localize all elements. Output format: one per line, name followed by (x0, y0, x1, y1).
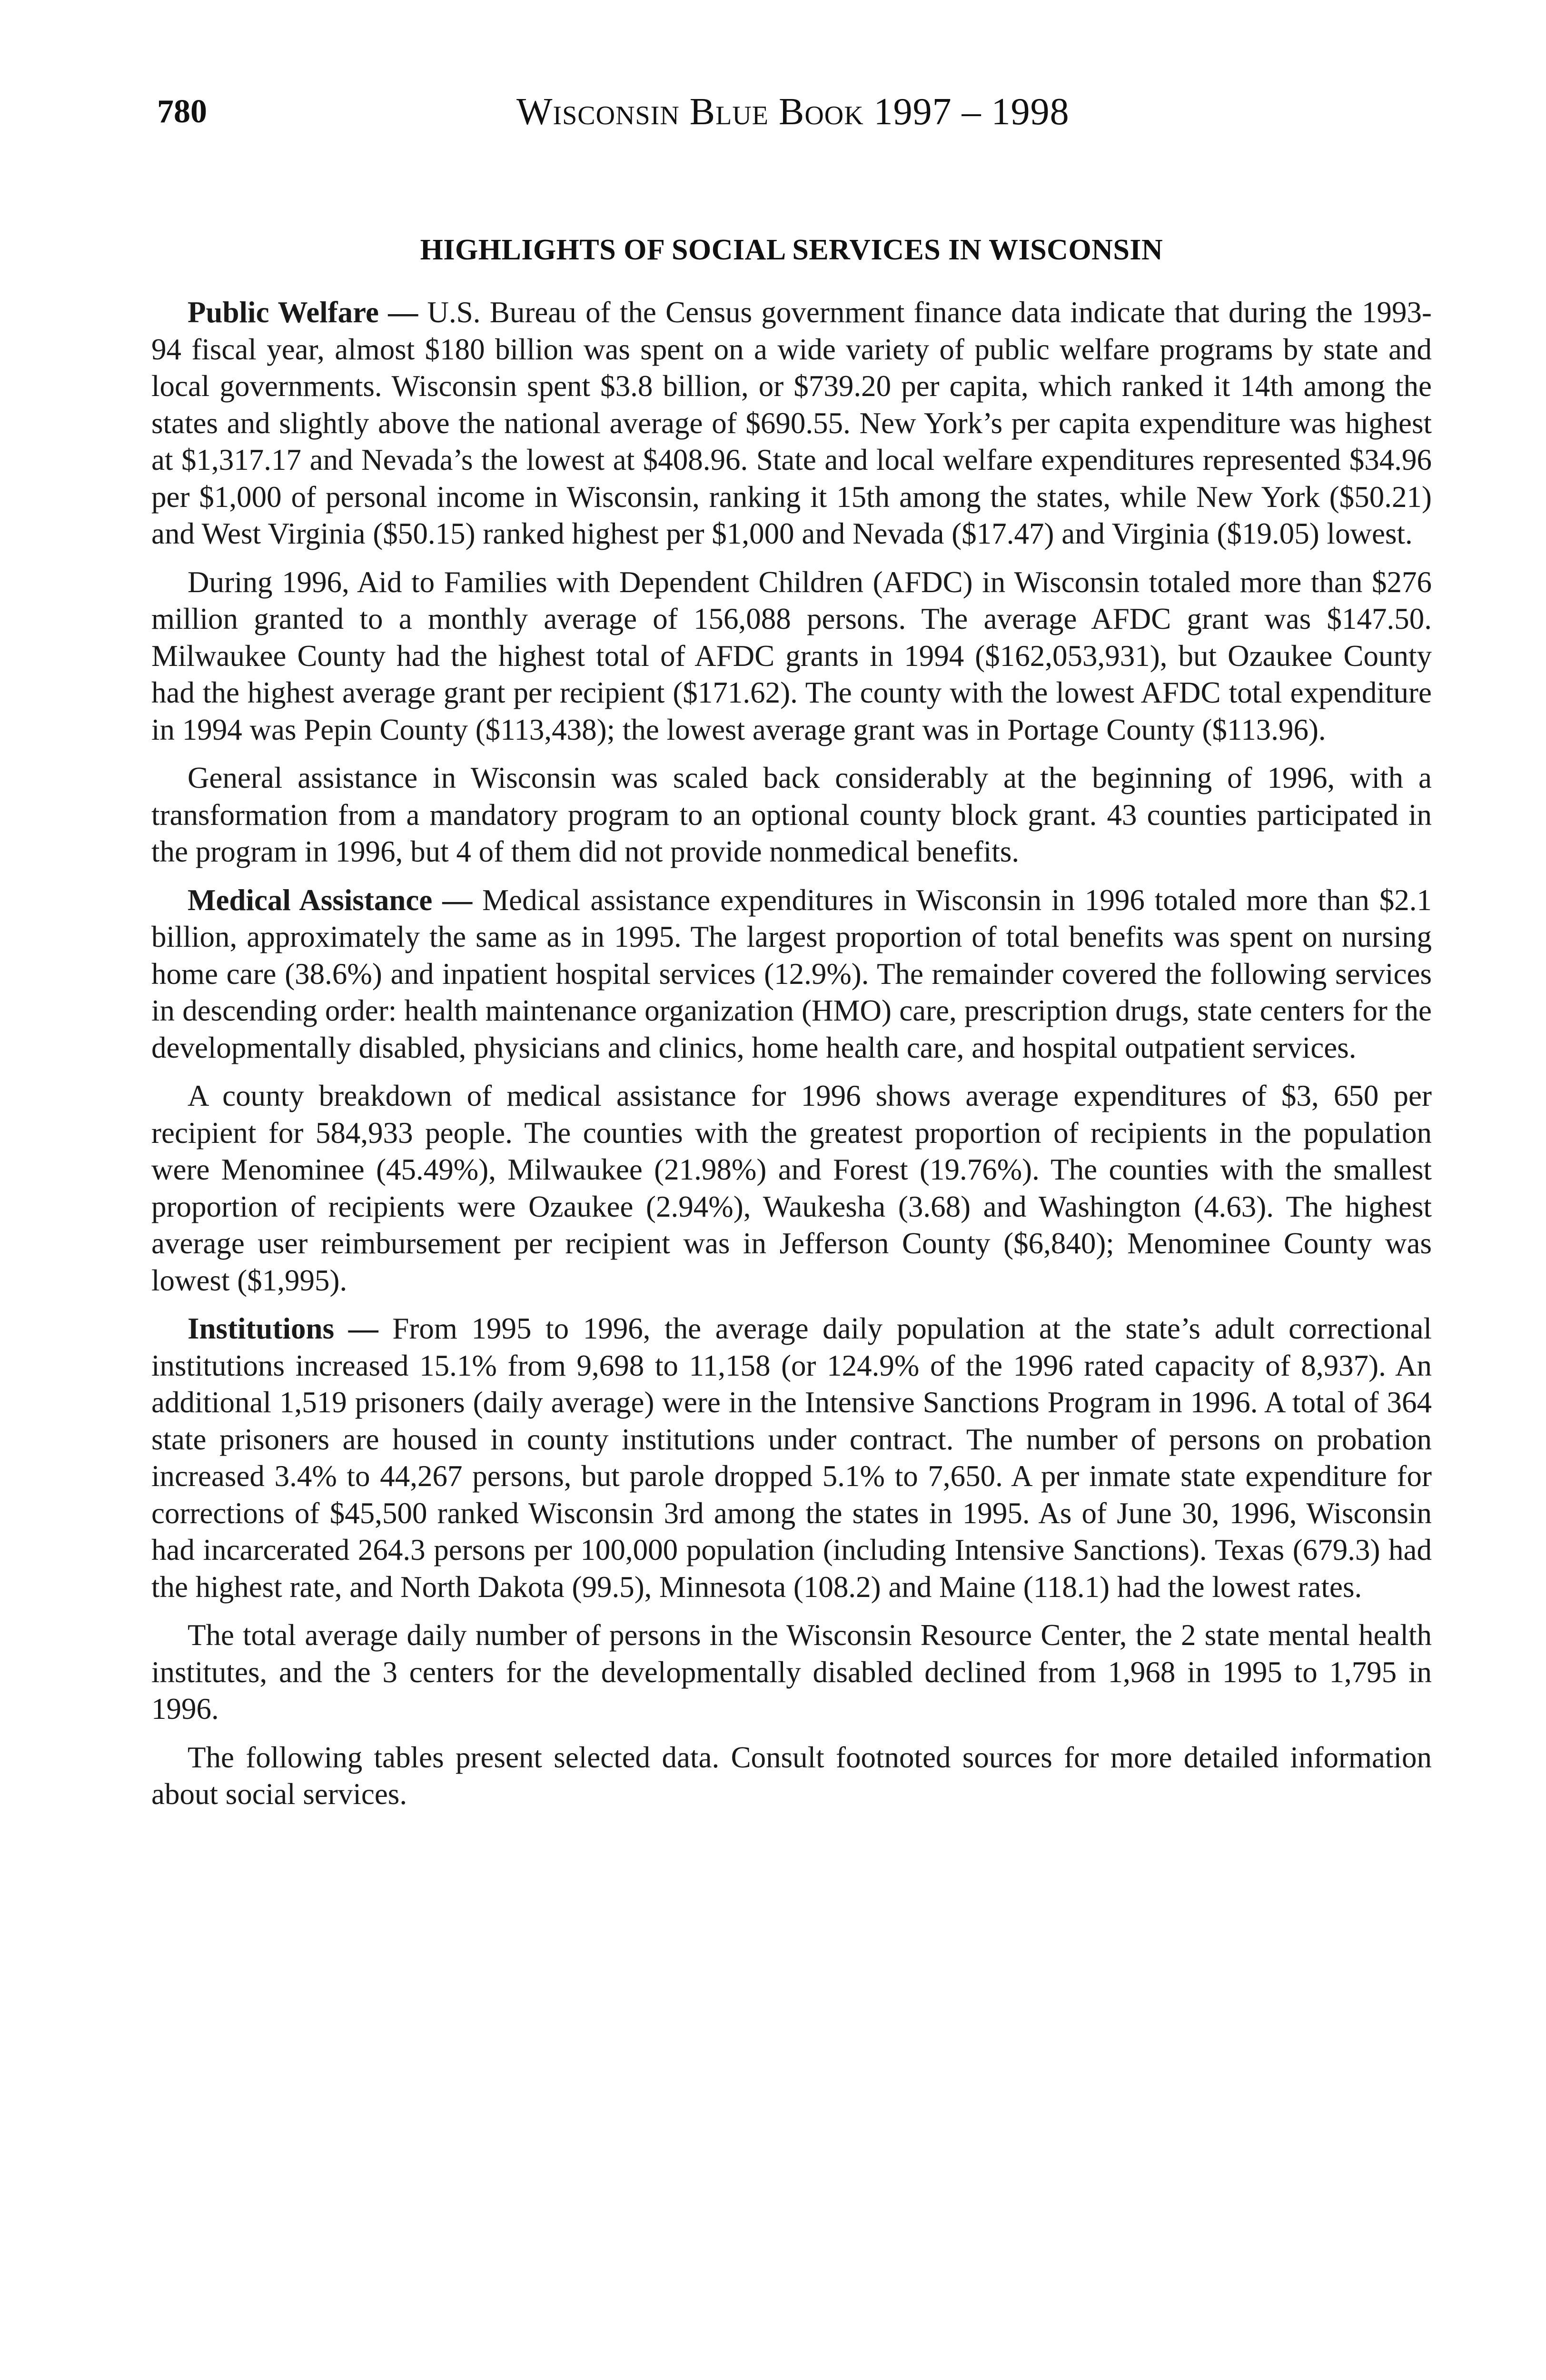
paragraph-text: The total average daily number of persons in the Wisconsin Resource Center, the 2 state mental health institutes, and the 3 centers for the developmentally disabled declined from 1,968 in 1995 to 1,795 in 1996. (151, 1618, 1432, 1726)
paragraph-text: U.S. Bureau of the Census government finance data indicate that during the 1993-94 fiscal year, almost $180 billion was spent on a wide variety of public welfare programs by state and local governments. Wisconsin spent $3.8 billion, or $739.20 per capita, which ranked it 14th among the states and slightly above the national average of $690.55. New York’s per capita expenditure was highest at $1,317.17 and Nevada’s the lowest at $408.96. State and local welfare expenditures represented $34.96 per $1,000 of personal income in Wisconsin, ranking it 15th among the states, while New York ($50.21) and West Virginia ($50.15) ranked highest per $1,000 and Nevada ($17.47) and Virginia ($19.05) lowest. (151, 296, 1432, 550)
subheading-institutions: Institutions — (188, 1312, 378, 1345)
section-title: HIGHLIGHTS OF SOCIAL SERVICES IN WISCONSIN (420, 234, 1163, 266)
paragraph-resource-center (151, 1617, 1432, 1728)
subheading-medical-assistance: Medical Assistance — (188, 883, 473, 917)
subheading-public-welfare: Public Welfare — (188, 296, 418, 329)
paragraph-text: During 1996, Aid to Families with Dependent Children (AFDC) in Wisconsin totaled more than $276 million granted to a monthly average of 156,088 persons. The average AFDC grant was $147.50. Milwaukee County had the highest total of AFDC grants in 1994 ($162,053,931), but Ozaukee County had the highest average grant per recipient ($171.62). The county with the lowest AFDC total expenditure in 1994 was Pepin County ($113,438); the lowest average grant was in Portage County ($113.96). (151, 565, 1432, 746)
paragraph-text: A county breakdown of medical assistance for 1996 shows average expenditures of $3, 650 per recipient for 584,933 people. The counties with the greatest proportion of recipients in the population were Menominee (45.49%), Milwaukee (21.98%) and Forest (19.76%). The counties with the smallest proportion of recipients were Ozaukee (2.94%), Waukesha (3.68) and Washington (4.63). The highest average user reimbursement per recipient was in Jefferson County ($6,840); Menominee County was lowest ($1,995). (151, 1079, 1432, 1297)
paragraph-county-breakdown (151, 1078, 1432, 1299)
paragraph-afdc (151, 564, 1432, 749)
paragraph-text: The following tables present selected data. Consult footnoted sources for more detailed information about social services. (151, 1740, 1432, 1811)
paragraph-institutions (151, 1310, 1432, 1606)
book-title: Wisconsin Blue Book 1997 – 1998 (516, 91, 1070, 133)
article-body (151, 228, 1432, 1825)
paragraph-medical-assistance (151, 882, 1432, 1067)
running-header (157, 86, 1442, 138)
paragraph-public-welfare (151, 294, 1432, 553)
paragraph-text: From 1995 to 1996, the average daily population at the state’s adult correctional institutions increased 15.1% from 9,698 to 11,158 (or 124.9% of the 1996 rated capacity of 8,937). An additional 1,519 prisoners (daily average) were in the Intensive Sanctions Program in 1996. A total of 364 state prisoners are housed in county institutions under contract. The number of persons on probation increased 3.4% to 44,267 persons, but parole dropped 5.1% to 7,650. A per inmate state expenditure for corrections of $45,500 ranked Wisconsin 3rd among the states in 1995. As of June 30, 1996, Wisconsin had incarcerated 264.3 persons per 100,000 population (including Intensive Sanctions). Texas (679.3) had the highest rate, and North Dakota (99.5), Minnesota (108.2) and Maine (118.1) had the lowest rates. (151, 1312, 1432, 1604)
page-number: 780 (157, 93, 207, 130)
paragraph-text: Medical assistance expenditures in Wisconsin in 1996 totaled more than $2.1 billion, approximately the same as in 1995. The largest proportion of total benefits was spent on nursing home care (38.6%) and inpatient hospital services (12.9%). The remainder covered the following services in descending order: health maintenance organization (HMO) care, prescription drugs, state centers for the developmentally disabled, physicians and clinics, home health care, and hospital outpatient services. (151, 883, 1432, 1064)
paragraph-text: General assistance in Wisconsin was scaled back considerably at the beginning of 1996, with a transformation from a mandatory program to an optional county block grant. 43 counties participated in the program in 1996, but 4 of them did not provide nonmedical benefits. (151, 761, 1432, 868)
paragraph-general-assistance (151, 760, 1432, 871)
paragraph-tables-note (151, 1739, 1432, 1813)
